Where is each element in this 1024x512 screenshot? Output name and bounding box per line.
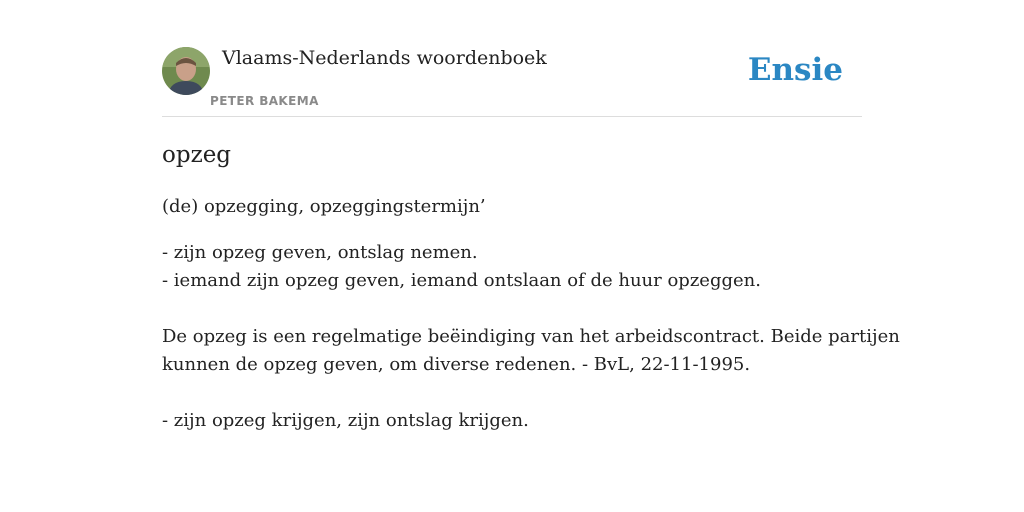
paragraph-spacer — [162, 379, 862, 407]
dictionary-title[interactable]: Vlaams-Nederlands woordenboek — [222, 47, 547, 69]
paragraph-spacer — [162, 295, 862, 323]
page-container — [162, 0, 900, 512]
example-line: - zijn opzeg krijgen, zijn ontslag krijgen. — [162, 410, 529, 431]
avatar-photo-icon — [162, 47, 210, 95]
entry-definition: (de) opzegging, opzeggingstermijn’ — [162, 196, 486, 217]
author-avatar[interactable] — [162, 47, 210, 95]
example-line: - zijn opzeg geven, ontslag nemen. — [162, 242, 478, 263]
entry-body — [162, 239, 900, 435]
quote-line: kunnen de opzeg geven, om diverse redenen. - BvL, 22-11-1995. — [162, 354, 751, 375]
entry-word: opzeg — [162, 142, 232, 168]
entry-header — [162, 0, 862, 117]
ensie-logo[interactable]: Ensie — [747, 52, 843, 88]
quote-line: De opzeg is een regelmatige beëindiging van het arbeidscontract. Beide partijen — [162, 326, 900, 347]
author-name[interactable]: PETER BAKEMA — [210, 94, 319, 108]
example-line: - iemand zijn opzeg geven, iemand ontslaan of de huur opzeggen. — [162, 270, 761, 291]
